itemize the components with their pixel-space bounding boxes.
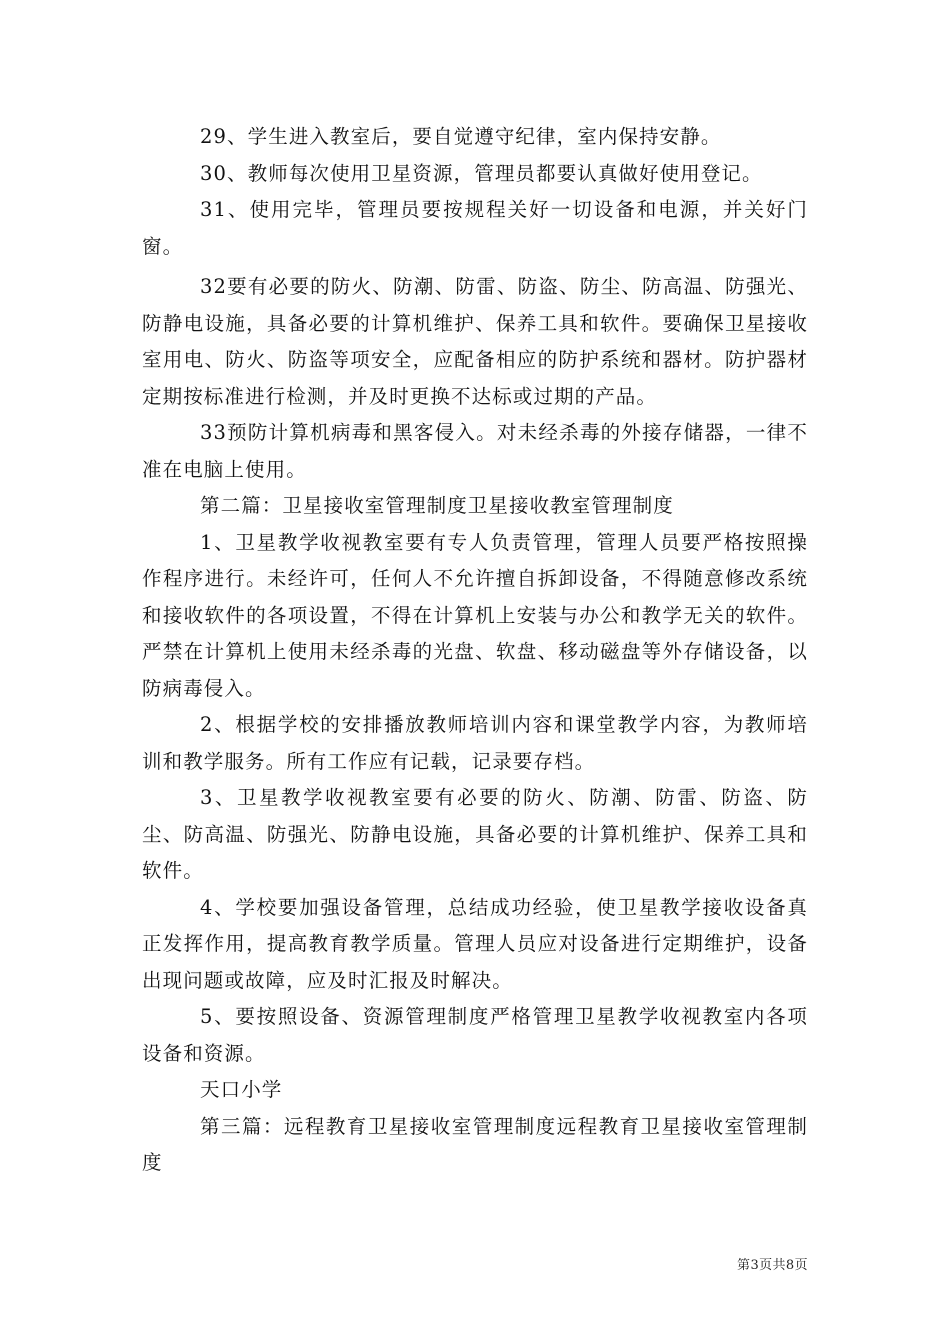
- rule-item-2: 2、根据学校的安排播放教师培训内容和课堂教学内容，为教师培训和教学服务。所有工作应有记载，记录要存档。: [142, 713, 808, 773]
- rule-item-4: 4、学校要加强设备管理，总结成功经验，使卫星教学接收设备真正发挥作用，提高教育教学质量。管理人员应对设备进行定期维护，设备出现问题或故障，应及时汇报及时解决。: [142, 895, 808, 992]
- paragraph-30: 30、教师每次使用卫星资源，管理员都要认真做好使用登记。: [200, 161, 763, 185]
- paragraph-29: 29、学生进入教室后，要自觉遵守纪律，室内保持安静。: [200, 125, 722, 148]
- page-number: 第3页共8页: [737, 1258, 808, 1273]
- section-heading-part-2: 第二篇：卫星接收室管理制度卫星接收教室管理制度: [200, 494, 674, 517]
- rule-item-5: 5、要按照设备、资源管理制度严格管理卫星教学收视教室内各项设备和资源。: [142, 1005, 808, 1065]
- document-body: [142, 119, 808, 1182]
- rule-item-3: 3、卫星教学收视教室要有必要的防火、防潮、防雷、防盗、防尘、防高温、防强光、防静电设施，具备必要的计算机维护、保养工具和软件。: [142, 786, 808, 882]
- paragraph-31: 31、使用完毕，管理员要按规程关好一切设备和电源，并关好门窗。: [142, 198, 808, 258]
- section-heading-part-3: 第三篇：远程教育卫星接收室管理制度远程教育卫星接收室管理制度: [142, 1114, 808, 1174]
- paragraph-32: 32要有必要的防火、防潮、防雷、防盗、防尘、防高温、防强光、防静电设施，具备必要的计算机维护、保养工具和软件。要确保卫星接收室用电、防火、防盗等项安全，应配备相应的防护系统和器材。防护器材定期按标准进行检测，并及时更换不达标或过期的产品。: [142, 275, 808, 408]
- rule-item-1: 1、卫星教学收视教室要有专人负责管理，管理人员要严格按照操作程序进行。未经许可，任何人不允许擅自拆卸设备，不得随意修改系统和接收软件的各项设置，不得在计算机上安装与办公和教学无关的软件。严禁在计算机上使用未经杀毒的光盘、软盘、移动磁盘等外存储设备，以防病毒侵入。: [142, 530, 808, 700]
- school-signature: 天口小学: [200, 1078, 283, 1101]
- paragraph-33: 33预防计算机病毒和黑客侵入。对未经杀毒的外接存储器，一律不准在电脑上使用。: [142, 421, 808, 481]
